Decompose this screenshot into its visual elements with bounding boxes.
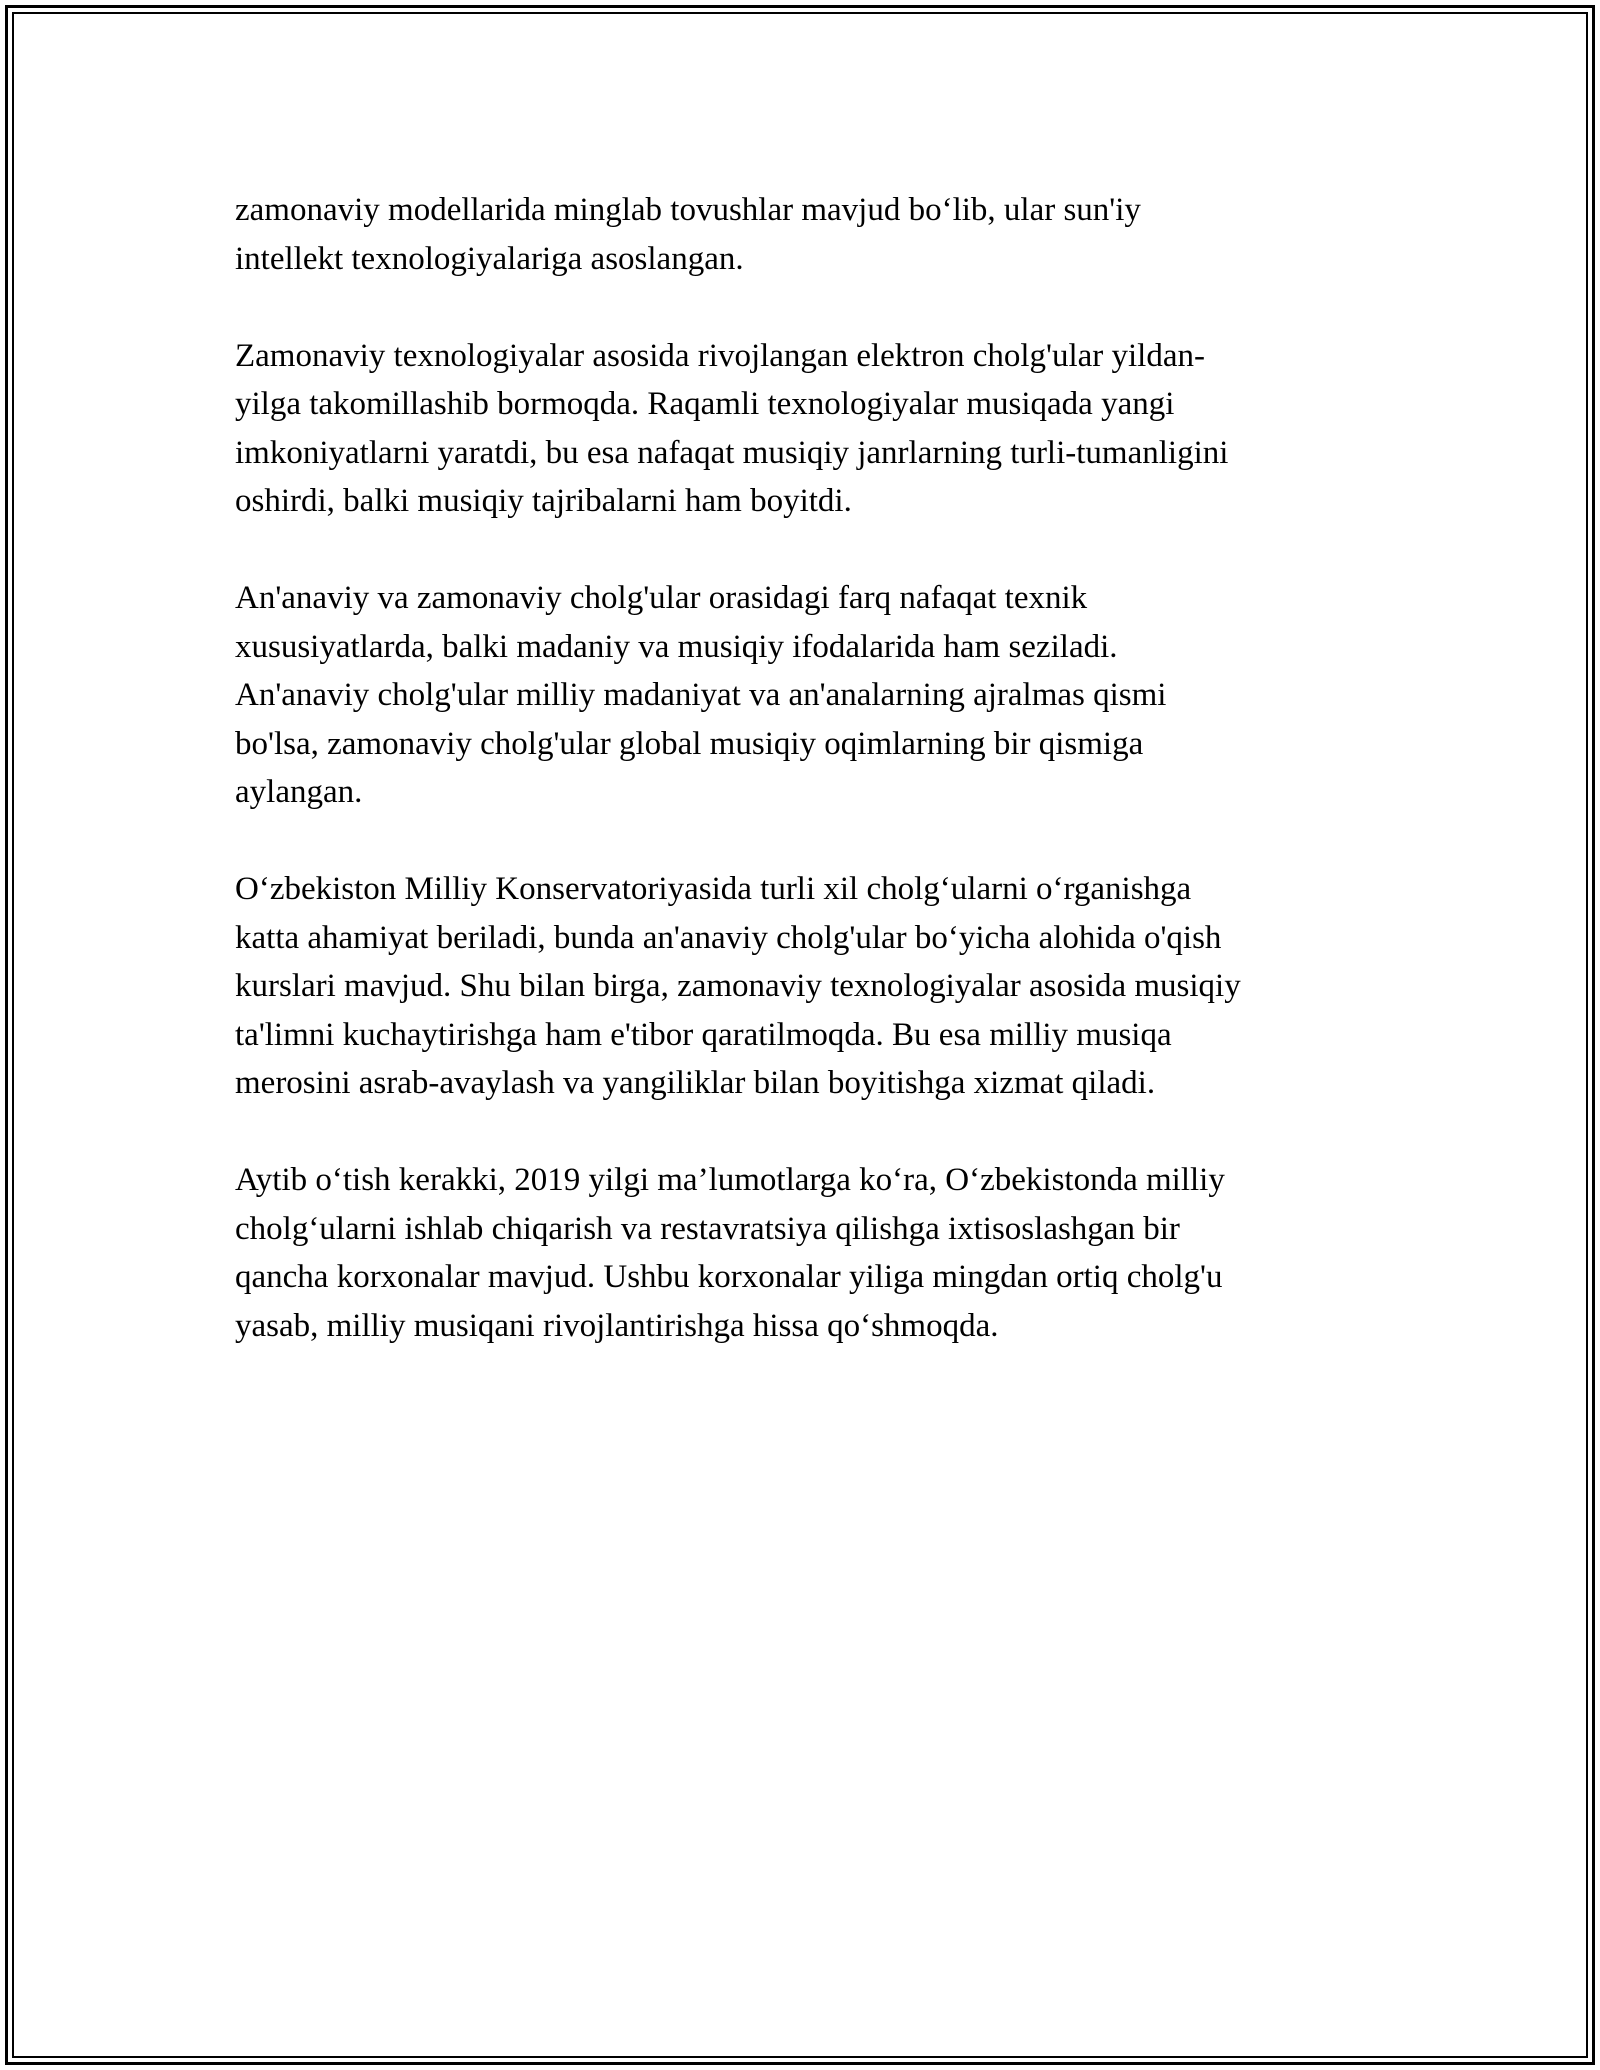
paragraph-5: Aytib o‘tish kerakki, 2019 yilgi ma’lumotlarga ko‘ra, O‘zbekistonda milliy cholg‘ularni ishlab chiqarish va restavratsiya qilishga ixtisoslashgan bir qancha korxonalar mavjud. Ushbu korxonalar yiliga mingdan ortiq cholg'u yasab, milliy musiqani rivojlantirishga hissa qo‘shmoqda. [235,1162,1225,1344]
paragraph-2: Zamonaviy texnologiyalar asosida rivojlangan elektron cholg'ular yildan- yilga takomillashib bormoqda. Raqamli texnologiyalar musiqada yangi imkoniyatlarni yaratdi, bu esa nafaqat musiqiy janrlarning turli-tumanligini oshirdi, balki musiqiy tajribalarni ham boyitdi. [235,337,1229,519]
paragraph-1: zamonaviy modellarida minglab tovushlar mavjud bo‘lib, ular sun'iy intellekt texnologiyalariga asoslangan. [235,192,1141,277]
document-body [235,186,1375,1399]
paragraph-4: O‘zbekiston Milliy Konservatoriyasida turli xil cholg‘ularni o‘rganishga katta ahamiyat beriladi, bunda an'anaviy cholg'ular bo‘yicha alohida o'qish kurslari mavjud. Shu bilan birga, zamonaviy texnologiyalar asosida musiqiy ta'limni kuchaytirishga ham e'tibor qaratilmoqda. Bu esa milliy musiqa merosini asrab-avaylash va yangiliklar bilan boyitishga xizmat qiladi. [235,871,1241,1101]
paragraph-3: An'anaviy va zamonaviy cholg'ular orasidagi farq nafaqat texnik xususiyatlarda, balki madaniy va musiqiy ifodalarida ham seziladi. An'anaviy cholg'ular milliy madaniyat va an'analarning ajralmas qismi bo'lsa, zamonaviy cholg'ular global musiqiy oqimlarning bir qismiga aylangan. [235,580,1167,810]
